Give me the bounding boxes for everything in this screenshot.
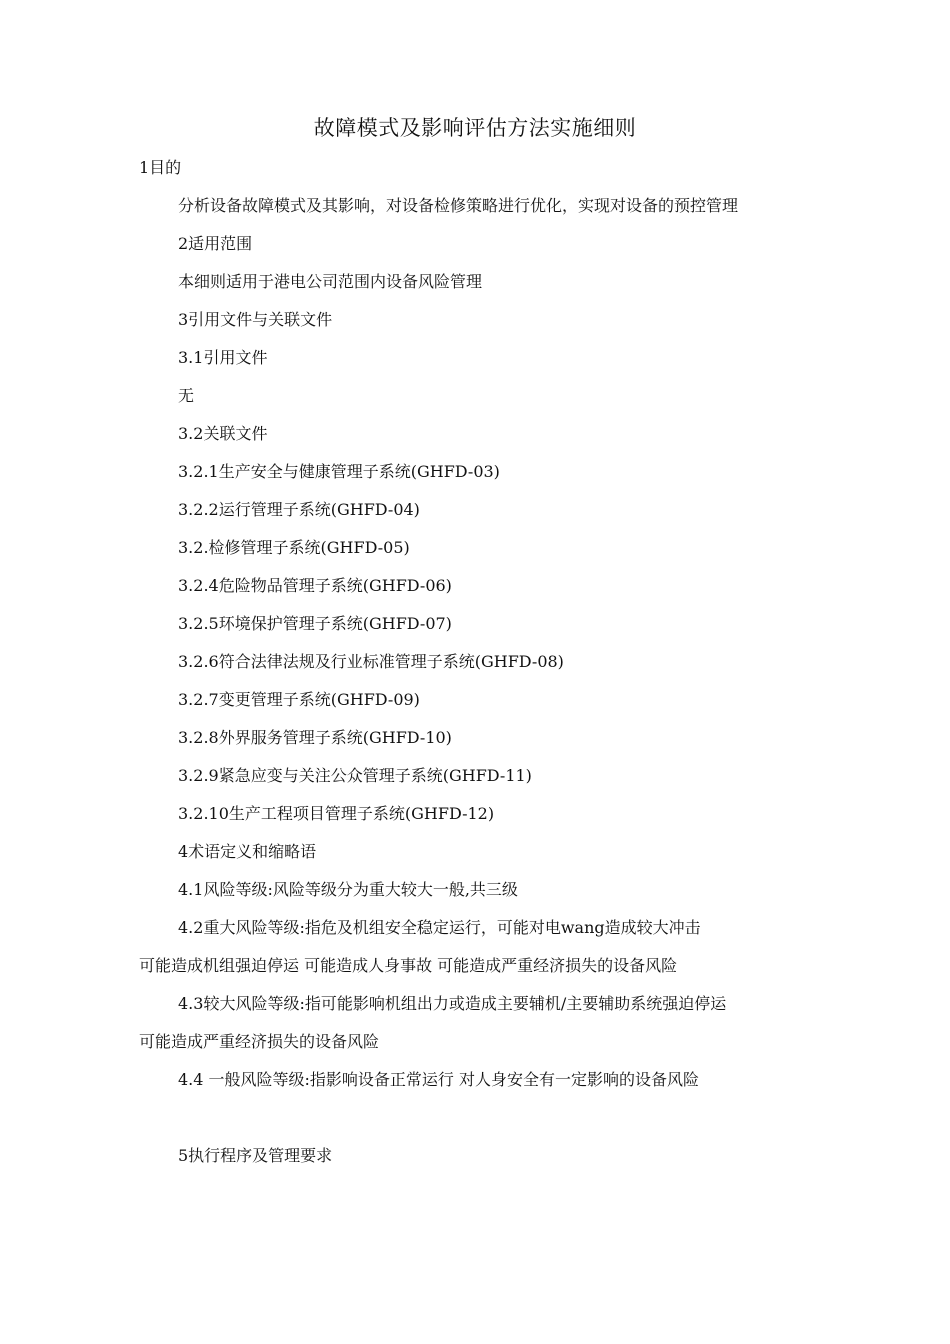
- term-4-3-continued: 可能造成严重经济损失的设备风险: [139, 1032, 380, 1051]
- term-4-1: 4.1风险等级:风险等级分为重大较大一般,共三级: [178, 880, 518, 899]
- heading-3-1-cited-docs: 3.1引用文件: [178, 348, 268, 367]
- heading-2-scope: 2适用范围: [178, 234, 253, 253]
- term-4-2: 4.2重大风险等级:指危及机组安全稳定运行，可能对电wang造成较大冲击: [178, 918, 701, 937]
- heading-3-2-related-docs: 3.2关联文件: [178, 424, 268, 443]
- term-4-4: 4.4 一般风险等级:指影响设备正常运行 对人身安全有一定影响的设备风险: [178, 1070, 700, 1089]
- list-item-3-2-8: 3.2.8外界服务管理子系统(GHFD-10): [178, 728, 452, 747]
- list-item-3-2-7: 3.2.7变更管理子系统(GHFD-09): [178, 690, 420, 709]
- list-item-3-2-6: 3.2.6符合法律法规及行业标准管理子系统(GHFD-08): [178, 652, 564, 671]
- term-4-3: 4.3较大风险等级:指可能影响机组出力或造成主要辅机/主要辅助系统强迫停运: [178, 994, 727, 1013]
- list-item-3-2-10: 3.2.10生产工程项目管理子系统(GHFD-12): [178, 804, 495, 823]
- list-item-3-2-5: 3.2.5环境保护管理子系统(GHFD-07): [178, 614, 452, 633]
- paragraph-purpose: 分析设备故障模式及其影响，对设备检修策略进行优化，实现对设备的预控管理: [178, 196, 739, 215]
- heading-3-references: 3引用文件与关联文件: [178, 310, 333, 329]
- list-item-3-2-1: 3.2.1生产安全与健康管理子系统(GHFD-03): [178, 462, 500, 481]
- heading-4-terms: 4术语定义和缩略语: [178, 842, 317, 861]
- list-item-3-2-2: 3.2.2运行管理子系统(GHFD-04): [178, 500, 420, 519]
- heading-5-procedures: 5执行程序及管理要求: [178, 1146, 333, 1165]
- document-title: 故障模式及影响评估方法实施细则: [313, 116, 637, 140]
- heading-1-purpose: 1目的: [139, 158, 182, 177]
- paragraph-scope: 本细则适用于港电公司范围内设备风险管理: [178, 272, 483, 291]
- list-item-3-2-9: 3.2.9紧急应变与关注公众管理子系统(GHFD-11): [178, 766, 532, 785]
- term-4-2-continued: 可能造成机组强迫停运 可能造成人身事故 可能造成严重经济损失的设备风险: [139, 956, 678, 975]
- list-item-3-2-3: 3.2.检修管理子系统(GHFD-05): [178, 538, 410, 557]
- list-item-3-2-4: 3.2.4危险物品管理子系统(GHFD-06): [178, 576, 452, 595]
- paragraph-none: 无: [178, 386, 195, 405]
